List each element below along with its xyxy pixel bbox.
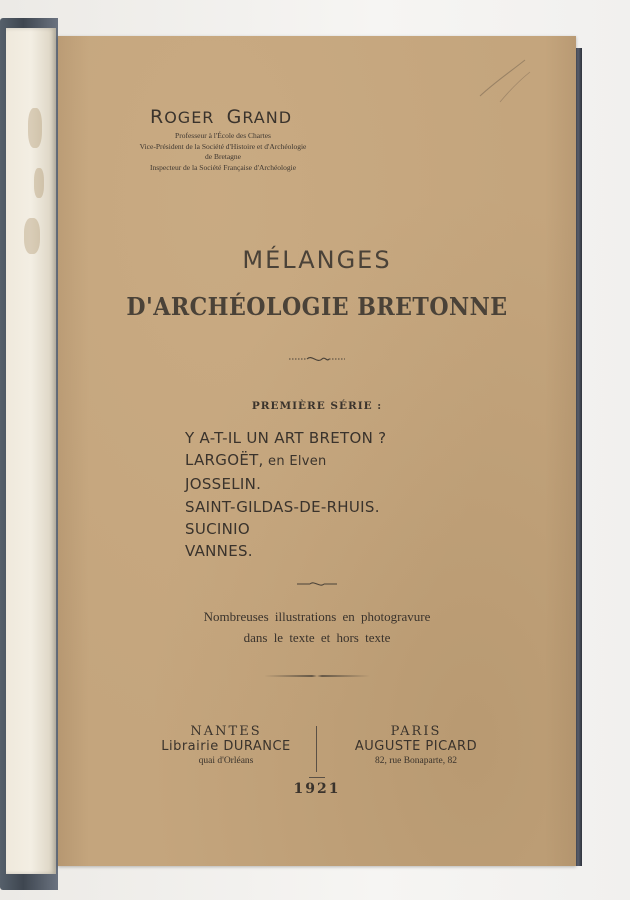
series-label: PREMIÈRE SÉRIE : [251, 400, 383, 412]
title-page [58, 36, 576, 866]
credential-line: de Bretagne [204, 152, 242, 161]
credential-line: Inspecteur de la Société Française d'Archéologie [149, 162, 297, 172]
list-item: Y A-T-IL UN ART BRETON ? [185, 429, 387, 447]
publication-year: 1921 [293, 781, 341, 797]
year-rule [309, 777, 325, 778]
list-item: SUCINIO [185, 519, 250, 538]
publisher-city: PARIS [390, 724, 442, 739]
endpaper [6, 28, 56, 874]
illustrations-note [58, 606, 576, 648]
list-item: SAINT-GILDAS-DE-RHUIS. [185, 497, 380, 516]
publisher-house: Librairie DURANCE [161, 739, 291, 754]
illustrations-line: dans le texte et hors texte [243, 630, 391, 645]
pencil-mark-icon [470, 52, 540, 112]
publisher-nantes [138, 724, 314, 766]
credential-line: Professeur à l'École des Chartes [175, 131, 271, 140]
ornament-divider-icon [58, 349, 576, 368]
ornament-rule-icon [58, 664, 576, 683]
publisher-address: quai d'Orléans [198, 756, 254, 766]
title-line-2: D'ARCHÉOLOGIE BRETONNE [126, 292, 508, 321]
publisher-divider [316, 726, 317, 772]
ornament-divider-small-icon [58, 573, 576, 592]
publisher-address: 82, rue Bonaparte, 82 [374, 756, 458, 766]
illustrations-line: Nombreuses illustrations en photogravure [203, 609, 431, 624]
title-line-1: MÉLANGES [242, 246, 392, 274]
list-item: JOSSELIN. [185, 475, 262, 494]
author-credentials [58, 131, 388, 173]
publisher-house: AUGUSTE PICARD [354, 739, 478, 754]
publisher-city: NANTES [190, 724, 262, 739]
author-name: ROGER GRAND [150, 106, 293, 128]
publisher-paris [326, 724, 506, 766]
credential-line: Vice-Président de la Société d'Histoire et d'Archéologie [139, 141, 307, 151]
list-item: LARGOËT, en Elven [185, 451, 327, 470]
list-item: VANNES. [185, 542, 253, 561]
contents-list [185, 427, 386, 562]
